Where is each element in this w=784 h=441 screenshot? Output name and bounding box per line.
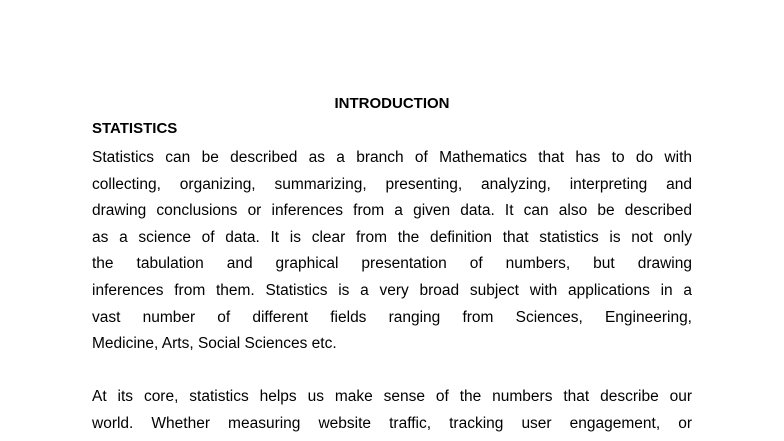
text-line: inferences from them. Statistics is a very broad subject with applications in a <box>92 281 692 299</box>
text-line: vast number of different fields ranging from Sciences, Engineering, <box>92 308 692 326</box>
text-line: drawing conclusions or inferences from a given data. It can also be described <box>92 202 692 220</box>
text-line: the tabulation and graphical presentation of numbers, but drawing <box>92 255 692 273</box>
text-line: Statistics can be described as a branch of Mathematics that has to do with <box>92 149 692 166</box>
paragraph-core <box>92 384 692 437</box>
text-line: world. Whether measuring website traffic, tracking user engagement, or <box>92 414 692 432</box>
text-line: collecting, organizing, summarizing, presenting, analyzing, interpreting and <box>92 175 692 193</box>
text-line: At its core, statistics helps us make sense of the numbers that describe our <box>92 388 692 405</box>
text-line: Medicine, Arts, Social Sciences etc. <box>92 335 337 353</box>
section-heading: STATISTICS <box>92 120 178 137</box>
text-line: as a science of data. It is clear from the definition that statistics is not only <box>92 228 692 246</box>
paragraph-definition <box>92 145 692 358</box>
document-title: INTRODUCTION <box>334 95 450 112</box>
